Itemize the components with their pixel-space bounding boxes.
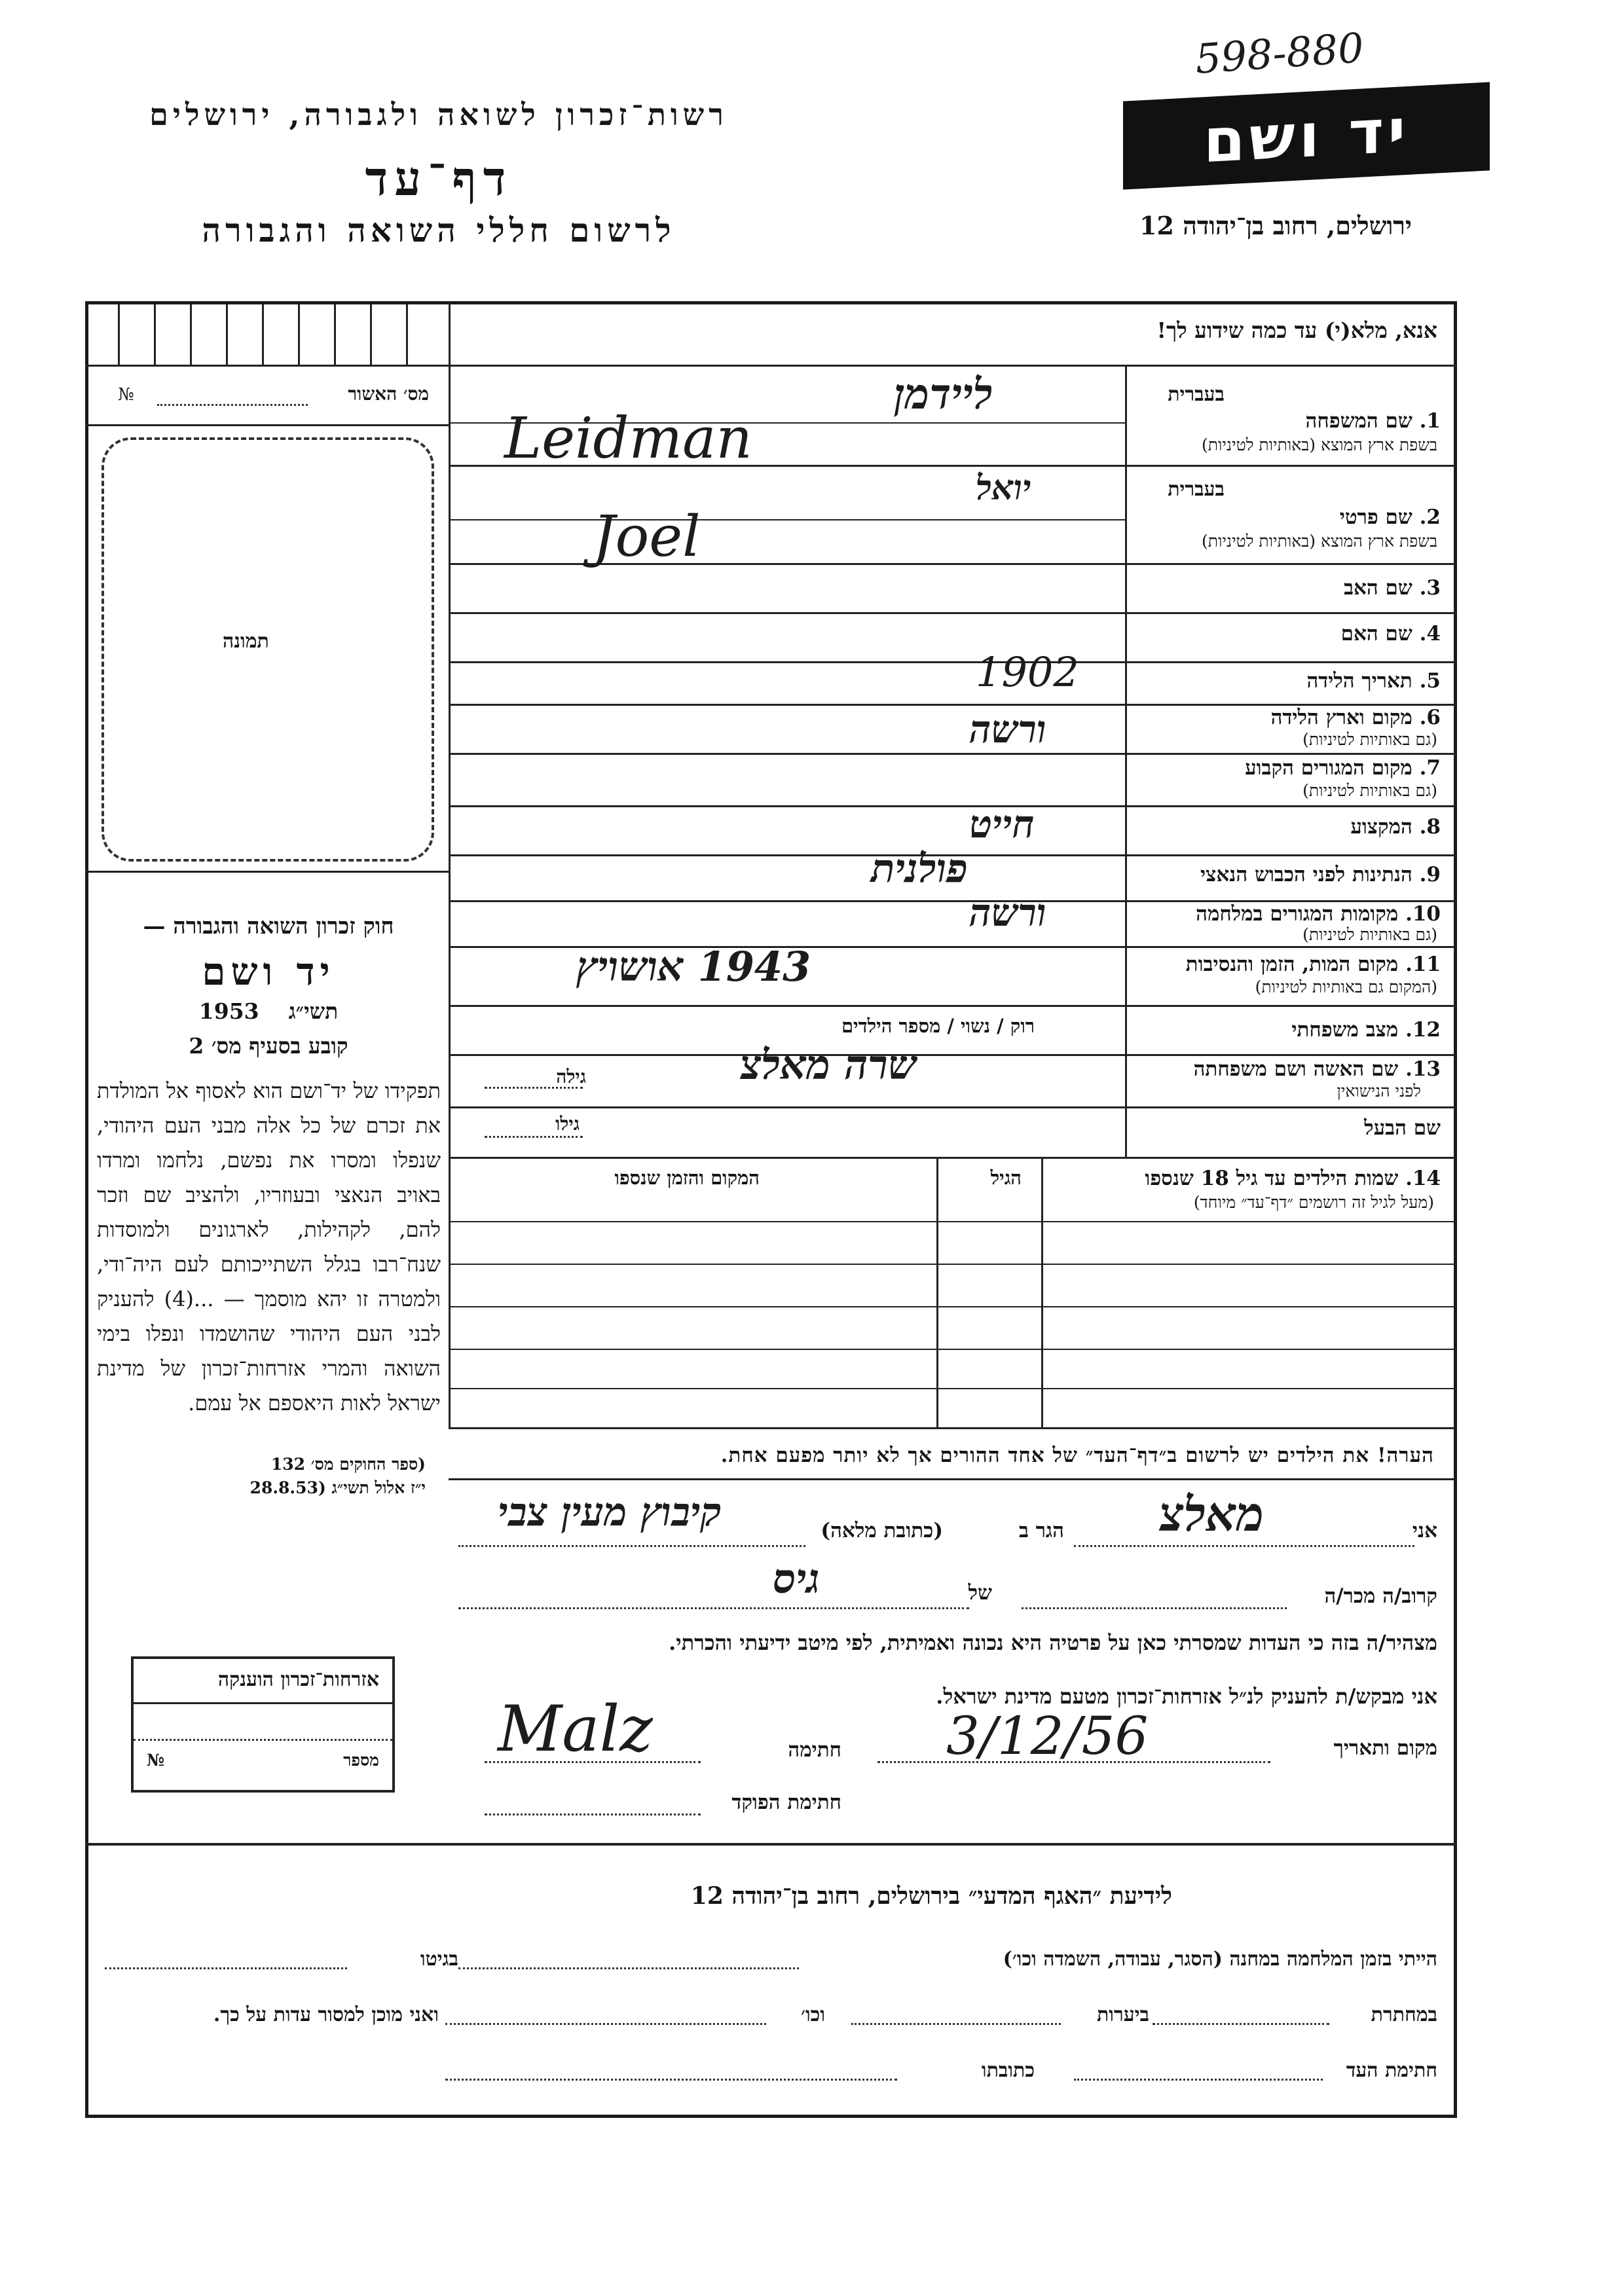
citizenship-number-label: מספר bbox=[343, 1751, 379, 1770]
footer-line2-b: ביערות bbox=[1096, 2003, 1149, 2026]
field11-value: 1943 אושויץ bbox=[576, 943, 811, 991]
citizenship-no: № bbox=[147, 1751, 165, 1770]
field10-label: 10. מקומות המגורים במלחמה bbox=[1196, 902, 1441, 926]
archive-number: 598-880 bbox=[1193, 24, 1365, 83]
approval-label: מס׳ האשור bbox=[348, 383, 429, 405]
decl-of-label: של bbox=[968, 1581, 992, 1605]
decl-statement: מצהיר/ה בזה כי העדות שמסרתי כאן על פרטיה היא נכונה ואמיתית, לפי מיטב ידיעתי והכרתי. bbox=[669, 1630, 1437, 1655]
instruction-text: אנא, מלא(י) עד כמה שידוע לך! bbox=[1156, 318, 1437, 343]
field6-value: ורשה bbox=[969, 707, 1046, 752]
decl-place-date-value: 3/12/56 bbox=[946, 1705, 1149, 1766]
law-year-hebrew: תשי״ג bbox=[288, 998, 339, 1024]
decl-ani-label: אני bbox=[1412, 1519, 1437, 1542]
footer-line2-c: וכו׳ bbox=[801, 2003, 825, 2026]
field3-label: 3. שם האב bbox=[1344, 576, 1441, 600]
field5-value: 1902 bbox=[976, 648, 1079, 696]
footer-line3-b: כתובתו bbox=[981, 2059, 1035, 2082]
field11-sub: (המקום גם באותיות לטיניות) bbox=[1255, 977, 1437, 996]
authority-name: רשות־זכרון לשואה ולגבורה, ירושלים bbox=[149, 97, 728, 132]
wife-age-label: גילה bbox=[556, 1066, 586, 1087]
children-col-age: הגיל bbox=[990, 1167, 1022, 1189]
field9-label: 9. הנתינות לפני הכבוש הנאצי bbox=[1200, 863, 1441, 886]
field13-value: שרה מאלצ bbox=[740, 1041, 917, 1089]
law-title: חוק זכרון השואה והגבורה — bbox=[143, 913, 394, 939]
field7-sub: (גם באותיות לטיניות) bbox=[1302, 781, 1437, 800]
law-body: תפקידו של יד־ושם הוא לאסוף אל המולדת את זכרם של כל אלה מבני העם היהודי, שנפלו ומסרו את נפשם, נלחמו ומרדו באויב הנאצי ובעוזריו, ולהציב שם וזכר להם, לקהילות, לארגונים ולמוסדות שנח־רבו בגלל השתייכותם לעם היה־ודי, ולמטרה זו יהא מוסמך — ...(4) להעניק לבני העם היהודי שהושמדו ונפלו בימי השואה והמרי אזרחות־זכרון של מדינת ישראל לאות היאספם אל עמם. bbox=[97, 1078, 441, 1415]
field1-sub: בשפת ארץ המוצא (באותיות לטיניות) bbox=[1202, 435, 1437, 454]
field13-label: 13. שם האשה ושם משפחתה bbox=[1193, 1057, 1441, 1081]
citizenship-box bbox=[131, 1656, 395, 1793]
field2-value: יואל bbox=[976, 468, 1031, 508]
footer-line1-b: בגיטו bbox=[420, 1948, 458, 1971]
law-name: יד ושם bbox=[202, 949, 335, 994]
approval-no: № bbox=[118, 385, 134, 405]
logo-text: יד ושם bbox=[1203, 95, 1410, 177]
yad-vashem-logo bbox=[1123, 82, 1490, 189]
field2-tag: בעברית bbox=[1168, 478, 1225, 501]
decl-signature-label: חתימה bbox=[788, 1738, 841, 1762]
decl-request: אני מבקש/ת להעניק לנ״ל אזרחות־זכרון מטעם מדינת ישראל. bbox=[936, 1684, 1437, 1709]
decl-place-date-label: מקום ותאריך bbox=[1333, 1736, 1437, 1760]
form-title: דף־עד bbox=[365, 151, 513, 206]
decl-full-address: (כתובת מלאה) bbox=[821, 1519, 943, 1542]
husband-age-label: גילו bbox=[555, 1113, 580, 1135]
photo-label: תמונה bbox=[223, 630, 269, 653]
decl-resident-label: הגר ב bbox=[1018, 1519, 1064, 1542]
field8-value: חייט bbox=[969, 802, 1035, 847]
children-heading-sub: (מעל לגיל זה רושמים ״דף־עד״ מיוחד) bbox=[1193, 1193, 1434, 1212]
field1-value: ליידמן bbox=[894, 370, 993, 419]
field6-label: 6. מקום וארץ הלידה bbox=[1270, 706, 1441, 729]
field12-label: 12. מצב משפחתי bbox=[1291, 1018, 1441, 1042]
footer-line1-a: הייתי בזמן המלחמה במחנה (הסגר, עבודה, השמדה וכו׳) bbox=[1003, 1948, 1437, 1971]
citizenship-title: אזרחות־זכרון הוענקה bbox=[217, 1668, 379, 1691]
decl-relative-label: קרוב/ה מכר/ה bbox=[1324, 1584, 1437, 1608]
law-source: (ספר החוקים מס׳ 132 bbox=[270, 1455, 426, 1474]
husband-label: שם הבעל bbox=[1364, 1116, 1441, 1140]
decl-relation-value: גיס bbox=[773, 1555, 820, 1603]
decl-signature-value: Malz bbox=[498, 1692, 653, 1766]
law-year: 1953 bbox=[198, 998, 259, 1024]
decl-ani-value: מאלצ bbox=[1159, 1486, 1264, 1542]
field10-sub: (גם באותיות לטיניות) bbox=[1302, 925, 1437, 944]
law-date: י״ז אלול תשי״ג (28.8.53 bbox=[249, 1478, 426, 1497]
field11-label: 11. מקום המות, הזמן והנסיבות bbox=[1185, 953, 1441, 976]
footer-line2-a: במחתרת bbox=[1371, 2003, 1437, 2026]
field13-sub: לפני הנישואין bbox=[1337, 1082, 1421, 1101]
field6-sub: (גם באותיות לטיניות) bbox=[1302, 730, 1437, 749]
decl-address-value: קיבוץ מעין צבי bbox=[498, 1489, 722, 1535]
decl-official-label: חתימת הפוקד bbox=[731, 1791, 841, 1814]
field1-value-latin: Leidman bbox=[504, 406, 752, 471]
law-clause: קובע בסעיף מס׳ 2 bbox=[189, 1033, 348, 1059]
field5-label: 5. תאריך הלידה bbox=[1306, 669, 1441, 693]
field7-label: 7. מקום המגורים הקבוע bbox=[1245, 756, 1441, 780]
header-address: ירושלים, רחוב בן־יהודה 12 bbox=[1139, 211, 1412, 240]
field2-label: 2. שם פרטי bbox=[1339, 505, 1441, 529]
children-heading: 14. שמות הילדים עד גיל 18 שנספו bbox=[1145, 1167, 1441, 1190]
children-col-place: המקום והזמן שנספו bbox=[614, 1167, 760, 1189]
field2-value-latin: Joel bbox=[593, 504, 701, 570]
field4-label: 4. שם האם bbox=[1340, 622, 1441, 646]
field8-label: 8. המקצוע bbox=[1350, 815, 1441, 839]
field1-tag: בעברית bbox=[1168, 383, 1225, 406]
field9-value: פולנית bbox=[871, 846, 968, 892]
form-subtitle: לרשום חללי השואה והגבורה bbox=[202, 211, 676, 249]
note-text: הערה! את הילדים יש לרשום ב״דף־העד״ של אחד ההורים אך לא יותר מפעם אחת. bbox=[720, 1444, 1434, 1467]
law-year-row bbox=[95, 998, 442, 1025]
footer-line3-a: חתימת העד bbox=[1346, 2059, 1437, 2082]
footer-line2-d: ואני מוכן למסור עדות על כך. bbox=[213, 2003, 439, 2026]
field2-sub: בשפת ארץ המוצא (באותיות לטיניות) bbox=[1202, 532, 1437, 551]
field1-label: 1. שם המשפחה bbox=[1305, 409, 1441, 433]
marital-options: רוק / נשוי / מספר הילדים bbox=[841, 1015, 1035, 1037]
field10-value: ורשה bbox=[969, 890, 1046, 935]
footer-title: לידיעת ״האגף המדעי״ בירושלים, רחוב בן־יהודה 12 bbox=[690, 1882, 1172, 1910]
